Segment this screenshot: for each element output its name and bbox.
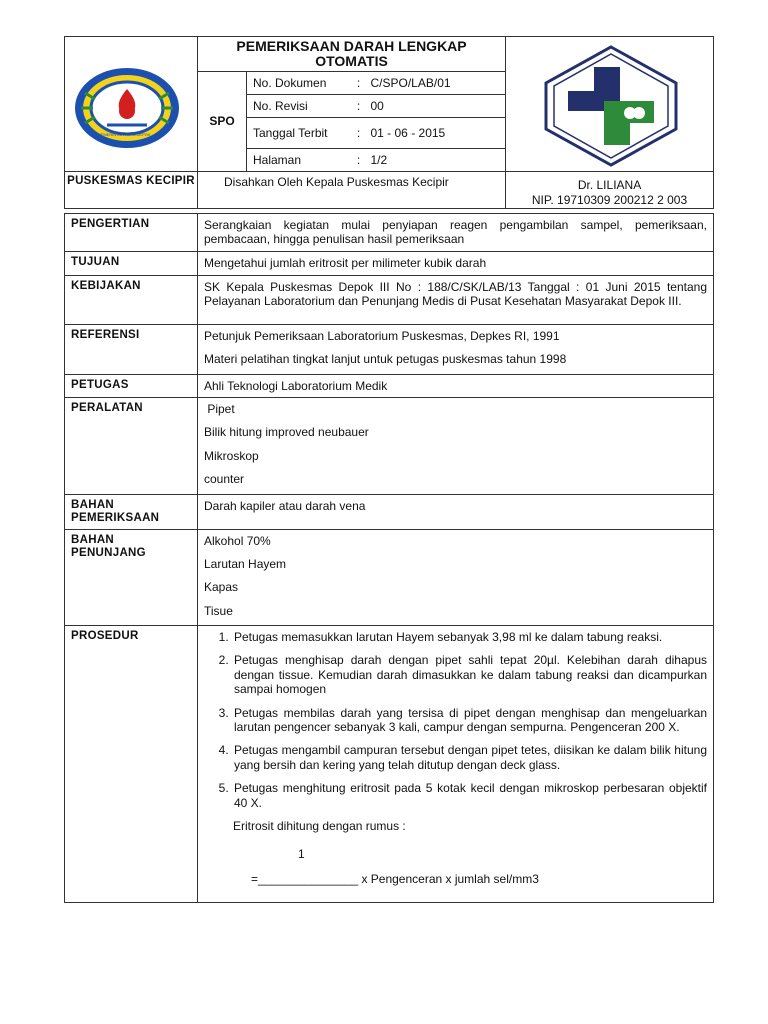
meta-label-no-revisi: No. Revisi [247, 95, 351, 118]
list-item: Kapas [204, 580, 239, 595]
formula-numerator: 1 [298, 847, 305, 862]
meta-label-no-dokumen: No. Dokumen [247, 72, 351, 95]
formula-line: =_______________ x Pengenceran x jumlah sel/mm3 [251, 871, 539, 886]
section-label-pengertian: PENGERTIAN [65, 214, 198, 252]
signer-nip: NIP. 19710309 200212 2 003 [531, 193, 688, 207]
procedure-table [64, 213, 714, 903]
section-list-bahan-penunjang [198, 529, 714, 626]
spo-document [64, 36, 713, 903]
meta-value-halaman: 1/2 [367, 149, 506, 172]
formula-block [204, 819, 707, 886]
list-item: Alkohol 70% [204, 533, 271, 548]
section-text-kebijakan: SK Kepala Puskesmas Depok III No : 188/C/SK/LAB/13 Tanggal : 01 Juni 2015 tentang Pelayanan Laboratorium dan Penunjang Medis di Pusat Kesehatan Masyarakat Depok III. [198, 275, 714, 324]
formula-intro: Eritrosit dihitung dengan rumus : [233, 818, 406, 833]
list-item: counter [204, 472, 245, 487]
puskesmas-name: PUSKESMAS KECIPIR [65, 172, 198, 209]
section-label-prosedur: PROSEDUR [65, 626, 198, 903]
right-logo-cell [506, 37, 714, 172]
puskesmas-logo-icon [544, 45, 678, 167]
list-item: Tisue [204, 603, 233, 618]
procedure-step: 1. Petugas memasukkan larutan Hayem sebanyak 3,98 ml ke dalam tabung reaksi. [232, 630, 707, 644]
section-label-bahan-penunjang: BAHAN PENUNJANG [65, 529, 198, 626]
depok-city-logo-icon [71, 63, 183, 153]
signer-name: Dr. LILIANA [577, 178, 642, 192]
list-item: Bilik hitung improved neubauer [204, 425, 369, 440]
approval-text: Disahkan Oleh Kepala Puskesmas Kecipir [198, 172, 506, 209]
section-list-referensi [198, 324, 714, 374]
section-procedure-steps [198, 626, 714, 903]
section-text-pengertian: Serangkaian kegiatan mulai penyiapan reagen pengambilan sampel, pemeriksaan, pembacaan, hingga penulisan hasil pemeriksaan [198, 214, 714, 252]
meta-label-halaman: Halaman [247, 149, 351, 172]
meta-value-no-dokumen: C/SPO/LAB/01 [367, 72, 506, 95]
procedure-list [204, 630, 707, 810]
meta-sep: : [351, 118, 367, 149]
list-item: Petunjuk Pemeriksaan Laboratorium Puskesmas, Depkes RI, 1991 [204, 328, 560, 343]
list-item: Mikroskop [204, 448, 259, 463]
section-label-bahan-pemeriksaan: BAHAN PEMERIKSAAN [65, 494, 198, 529]
meta-sep: : [351, 149, 367, 172]
meta-sep: : [351, 72, 367, 95]
section-text-tujuan: Mengetahui jumlah eritrosit per milimeter kubik darah [198, 251, 714, 275]
list-item: Larutan Hayem [204, 556, 287, 571]
logo-motto-text: PEMERINTAH KOTA DEPOK [98, 132, 151, 137]
meta-value-tanggal-terbit: 01 - 06 - 2015 [367, 118, 506, 149]
list-item: Pipet [204, 401, 235, 416]
section-text-petugas: Ahli Teknologi Laboratorium Medik [198, 374, 714, 397]
procedure-step: 2. Petugas menghisap darah dengan pipet sahli tepat 20µl. Kelebihan darah dihapus dengan tissue. Kemudian darah dimasukkan ke dalam tabung reaksi dan dicampurkan sampai homogen [232, 653, 707, 696]
procedure-step: 5. Petugas menghitung eritrosit pada 5 kotak kecil dengan mikroskop perbesaran objektif 40 X. [232, 781, 707, 810]
left-logo-cell [65, 37, 198, 172]
header-table [64, 36, 714, 209]
document-title: PEMERIKSAAN DARAH LENGKAP OTOMATIS [198, 37, 506, 72]
procedure-step: 3. Petugas membilas darah yang tersisa di pipet dengan menghisap dan mengeluarkan larutan pengencer sebanyak 3 kali, campur dengan sempurna. Pengenceran 200 X. [232, 706, 707, 735]
meta-sep: : [351, 95, 367, 118]
meta-label-tanggal-terbit: Tanggal Terbit [247, 118, 351, 149]
procedure-step: 4. Petugas mengambil campuran tersebut dengan pipet tetes, diisikan ke dalam bilik hitung yang bersih dan kering yang telah ditutup dengan deck glass. [232, 743, 707, 772]
spo-label: SPO [198, 72, 247, 172]
section-list-peralatan [198, 397, 714, 494]
section-label-petugas: PETUGAS [65, 374, 198, 397]
section-label-kebijakan: KEBIJAKAN [65, 275, 198, 324]
meta-value-no-revisi: 00 [367, 95, 506, 118]
section-label-referensi: REFERENSI [65, 324, 198, 374]
signer-block [506, 172, 714, 209]
list-item: Materi pelatihan tingkat lanjut untuk petugas puskesmas tahun 1998 [204, 352, 567, 367]
section-label-tujuan: TUJUAN [65, 251, 198, 275]
section-text-bahan-pemeriksaan: Darah kapiler atau darah vena [198, 494, 714, 529]
section-label-peralatan: PERALATAN [65, 397, 198, 494]
